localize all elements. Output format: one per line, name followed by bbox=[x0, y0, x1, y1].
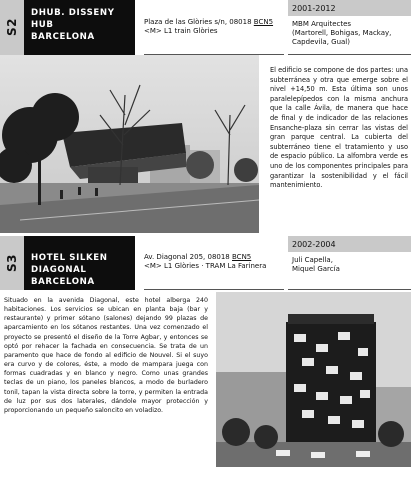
entry-title-line: BARCELONA bbox=[31, 32, 95, 42]
entry-title bbox=[24, 0, 135, 55]
architects bbox=[292, 256, 410, 274]
architects bbox=[292, 20, 410, 47]
building-photo-hotel-silken bbox=[216, 292, 411, 467]
entry-description: El edificio se compone de dos partes: una subterránea y otra que emerge sobre el nivel +14,50 m. Esta última son unos paralelepípedos con la misma anchura que la calle Ávila, de manera que hace de final y de indicador de las relaciones Ensanche-plaza sin cerrar las vistas del gran parque central. La cubierta del subterráneo tiene el tratamiento y uso de espacio público. La alfombra verde es uno de los componentes principales para garantizar la sostenibilidad y el fácil mantenimiento. bbox=[270, 66, 408, 190]
transit-line: <M> L1 Glòries · TRAM La Farinera bbox=[144, 262, 267, 270]
architect-line: (Martorell, Bohigas, Mackay, bbox=[292, 29, 392, 37]
entry-code: S2 bbox=[5, 18, 19, 36]
entry-description: Situado en la avenida Diagonal, este hotel alberga 240 habitaciones. Los servicios se ubican en planta baja (bar y restaurante) y primer sótano (salones) dejando 99 plazas de aparcamiento en los sótanos restantes. Una vez comenzado el proyecto se presentó el diseño de la Torre Agbar, y entonces se optó por rehacer la fachada en consecuencia. Se trata de un paramento que hace de fondo al edificio de Nouvel. Si el suyo era curvo y de colores, éste, a modo de mampara juega con formas cuadradas y en blanco y negro. Como unas grandes teclas de un piano, los paneles blancos, a modo de burladero tonil, tapan la vista directa sobre la torre, y permiten la entrada de luz por sus dos laterales, dándole mayor protección y proporcionando un pequeño saloncito en voladizo. bbox=[4, 297, 208, 414]
entry-title-line: DIAGONAL BARCELONA bbox=[31, 265, 95, 287]
transit-line: <M> L1 train Glòries bbox=[144, 27, 218, 35]
entry-address bbox=[144, 18, 284, 27]
building-photo-dhub bbox=[0, 55, 259, 233]
entry-code-tab bbox=[0, 236, 24, 290]
grid-ref-link[interactable]: BCN5 bbox=[253, 18, 274, 26]
entry-code-tab bbox=[0, 0, 24, 55]
architect-line: Miquel García bbox=[292, 265, 340, 273]
years-text: 2001-2012 bbox=[292, 4, 336, 13]
architect-line: Juli Capella, bbox=[292, 256, 333, 264]
entry-address-block bbox=[144, 253, 286, 271]
divider bbox=[144, 289, 284, 290]
entry-address-block bbox=[144, 18, 284, 36]
entry-address bbox=[144, 253, 286, 262]
architect-line: Capdevila, Gual) bbox=[292, 38, 350, 46]
address-text: Av. Diagonal 205, 08018 bbox=[144, 253, 230, 261]
entry-title-line: DHUB. DISSENY HUB bbox=[31, 8, 115, 30]
divider bbox=[288, 289, 411, 290]
entry-title-line: HOTEL SILKEN bbox=[31, 253, 108, 263]
entry-title bbox=[24, 236, 135, 290]
grid-ref-link[interactable]: BCN5 bbox=[232, 253, 252, 261]
architect-line: MBM Arquitectes bbox=[292, 20, 352, 28]
address-text: Plaza de las Glòries s/n, 08018 bbox=[144, 18, 252, 26]
years-badge bbox=[288, 0, 411, 16]
entry-code: S3 bbox=[5, 254, 19, 272]
divider bbox=[288, 54, 411, 55]
years-badge bbox=[288, 236, 411, 252]
years-text: 2002-2004 bbox=[292, 240, 336, 249]
